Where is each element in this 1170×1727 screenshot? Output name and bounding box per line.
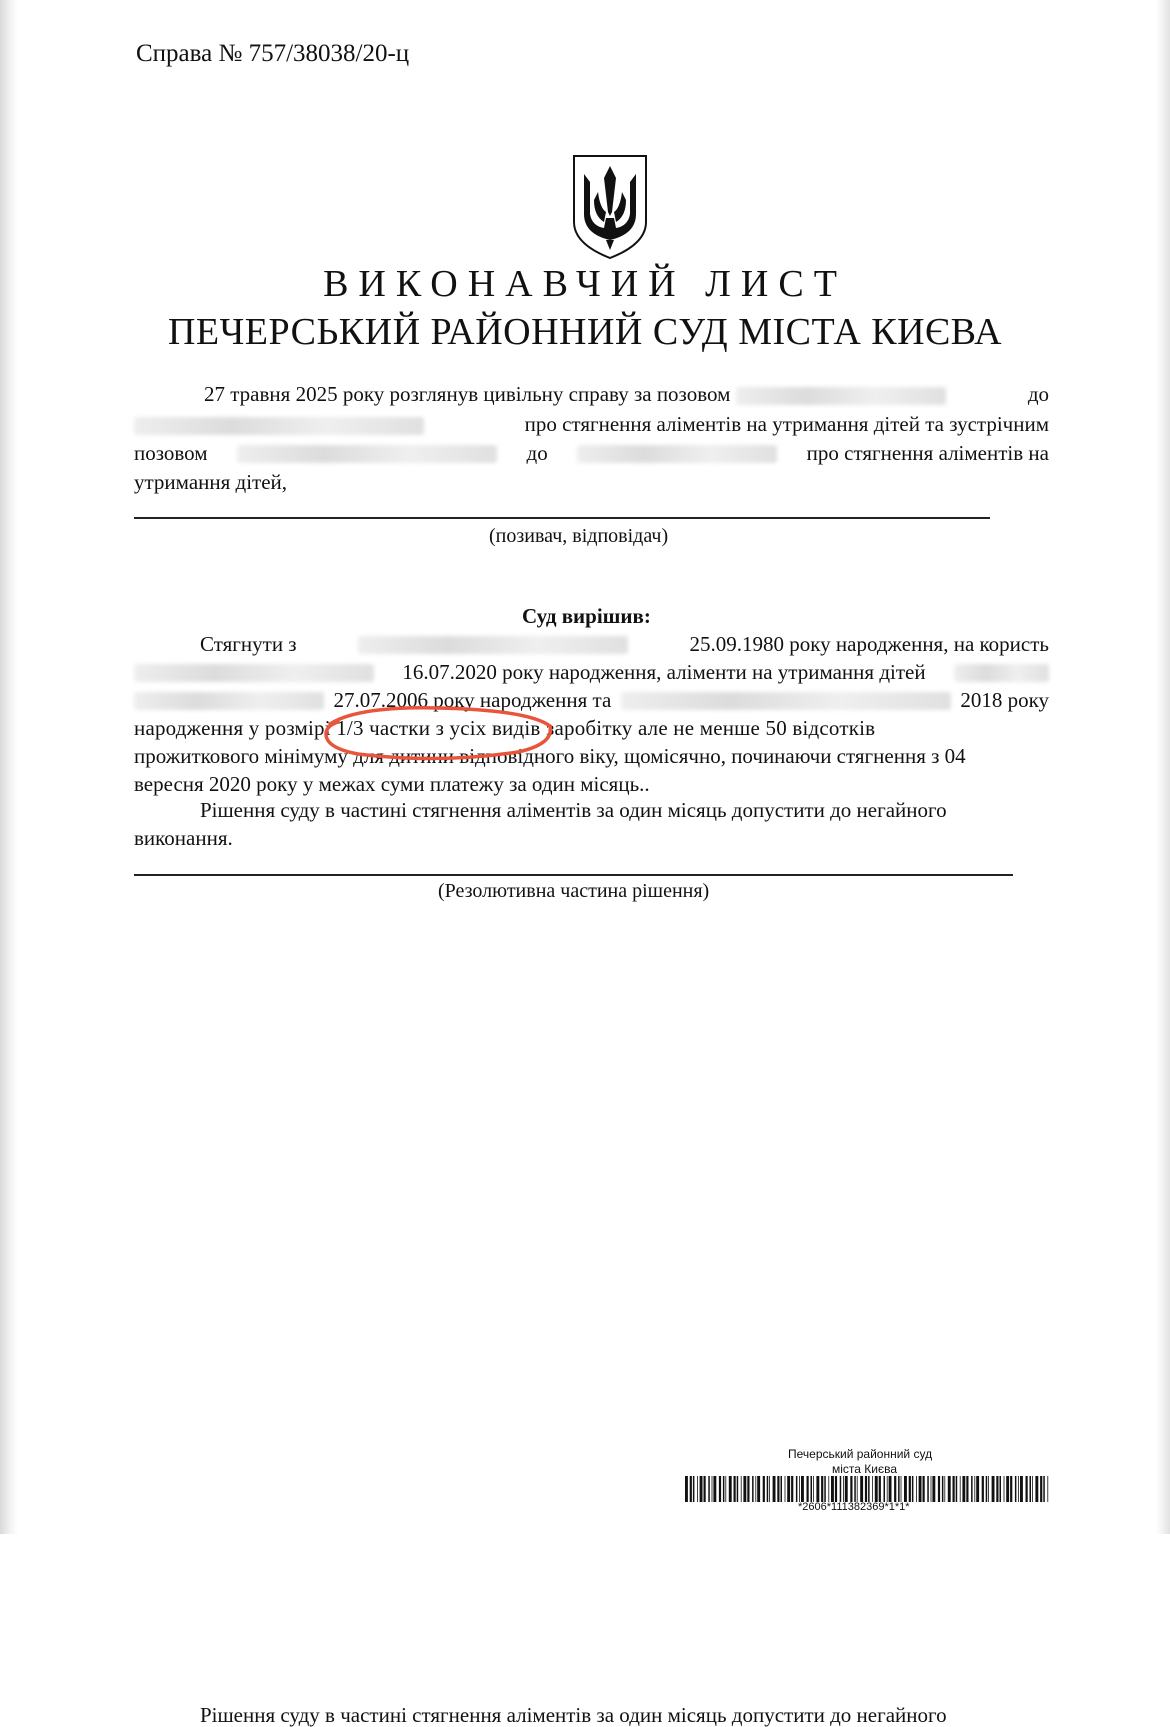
- barcode-bar: [1000, 1476, 1002, 1502]
- decision-text-3a: 27.07.2006 року народження та: [333, 688, 612, 712]
- stamp-city-line: міста Києва: [832, 1462, 898, 1476]
- barcode-bar: [801, 1476, 804, 1502]
- barcode-bar: [787, 1476, 790, 1502]
- barcode-bar: [828, 1476, 829, 1502]
- barcode-bar: [884, 1476, 886, 1502]
- barcode-bar: [956, 1476, 958, 1502]
- barcode-bar: [737, 1476, 739, 1502]
- redacted-name: [736, 387, 946, 405]
- barcode-bar: [752, 1476, 754, 1502]
- redacted-name: [577, 445, 777, 463]
- barcode-bar: [938, 1476, 940, 1502]
- decision-text-1a: Стягнути з: [200, 632, 297, 656]
- barcode-bar: [901, 1476, 902, 1502]
- barcode-bar: [988, 1476, 989, 1502]
- barcode-bar: [747, 1476, 749, 1502]
- barcode-bar: [725, 1476, 726, 1502]
- decision-line-5: прожиткового мінімуму для дитини відповідного віку, щомісячно, починаючи стягнення з 04: [134, 744, 966, 768]
- trident-emblem-icon: [570, 152, 650, 260]
- barcode-bar: [785, 1476, 786, 1502]
- barcode-bar: [962, 1476, 965, 1502]
- barcode-bar: [982, 1476, 984, 1502]
- barcode-bar: [685, 1476, 688, 1502]
- decision-line-7: Рішення суду в частині стягнення аліментів за один місяць допустити до негайного: [200, 798, 947, 822]
- barcode-bar: [831, 1476, 834, 1502]
- barcode-bar: [875, 1476, 878, 1502]
- barcode-bar: [729, 1476, 732, 1502]
- barcode-bar: [697, 1476, 698, 1502]
- intro-line-4: утримання дітей,: [134, 470, 288, 494]
- intro-text-1-end: до: [1027, 382, 1049, 406]
- barcode-bar: [1047, 1476, 1048, 1502]
- decision-line-1: [134, 634, 1049, 655]
- barcode-bar: [909, 1476, 911, 1502]
- barcode-bar: [713, 1476, 716, 1502]
- intro-text-3c: про стягнення аліментів на: [806, 441, 1049, 465]
- barcode-bar: [1040, 1476, 1042, 1502]
- barcode-bar: [974, 1476, 975, 1502]
- barcode-bar: [807, 1476, 809, 1502]
- barcode-bar: [840, 1476, 842, 1502]
- page-shadow-right: [1156, 0, 1170, 1534]
- decision-line-3: [134, 690, 1049, 711]
- barcode-bar: [894, 1476, 896, 1502]
- barcode-bar: [904, 1476, 907, 1502]
- intro-text-3b: до: [526, 441, 548, 465]
- barcode-bar: [1020, 1476, 1023, 1502]
- barcode-bar: [966, 1476, 968, 1502]
- barcode-bar: [824, 1476, 826, 1502]
- divider: [134, 517, 990, 519]
- footer-line: Рішення суду в частині стягнення аліментів за один місяць допустити до негайного: [200, 1703, 947, 1727]
- barcode-bar: [1035, 1476, 1038, 1502]
- stamp-court-line: Печерський районний суд: [788, 1447, 933, 1461]
- redacted-name: [954, 664, 1049, 682]
- barcode-bar: [708, 1476, 710, 1502]
- decision-text-1b: 25.09.1980 року народження, на користь: [689, 632, 1049, 656]
- barcode-bar: [719, 1476, 721, 1502]
- barcode-bar: [857, 1476, 858, 1502]
- barcode-bar: [854, 1476, 856, 1502]
- barcode-bar: [835, 1476, 837, 1502]
- barcode-bar: [868, 1476, 870, 1502]
- document-title: ВИКОНАВЧИЙ ЛИСТ: [323, 263, 847, 305]
- barcode-bar: [992, 1476, 995, 1502]
- barcode: [685, 1476, 1050, 1502]
- barcode-bar: [1032, 1476, 1033, 1502]
- barcode-bar: [821, 1476, 823, 1502]
- decision-line-4: народження у розмірі 1/3 частки з усіх видів заробітку але не менше 50 відсотків: [134, 716, 876, 740]
- intro-line-1: [134, 384, 1049, 405]
- barcode-bar: [704, 1476, 706, 1502]
- intro-text-1: 27 травня 2025 року розглянув цивільну справу за позовом: [204, 382, 731, 406]
- barcode-bar: [932, 1476, 935, 1502]
- decision-line-8: виконання.: [134, 826, 233, 850]
- barcode-bar: [1010, 1476, 1012, 1502]
- barcode-bar: [953, 1476, 955, 1502]
- barcode-bar: [1043, 1476, 1045, 1502]
- barcode-bar: [919, 1476, 922, 1502]
- case-number: Справа № 757/38038/20-ц: [136, 40, 410, 67]
- barcode-bar: [712, 1476, 713, 1502]
- barcode-bar: [850, 1476, 852, 1502]
- decision-heading: Суд вирішив:: [522, 604, 651, 628]
- parties-caption: (позивач, відповідач): [489, 525, 669, 547]
- decision-text-3b: 2018 року: [960, 688, 1049, 712]
- barcode-bar: [757, 1476, 760, 1502]
- barcode-bar: [811, 1476, 813, 1502]
- barcode-bar: [912, 1476, 914, 1502]
- barcode-bar: [865, 1476, 867, 1502]
- barcode-bar: [781, 1476, 783, 1502]
- page-shadow-left: [0, 0, 18, 1534]
- barcode-bar: [942, 1476, 944, 1502]
- barcode-bar: [767, 1476, 769, 1502]
- redacted-name: [134, 417, 424, 435]
- barcode-bar: [723, 1476, 725, 1502]
- barcode-bar: [923, 1476, 925, 1502]
- barcode-bar: [879, 1476, 881, 1502]
- barcode-bar: [1004, 1476, 1005, 1502]
- barcode-bar: [773, 1476, 776, 1502]
- barcode-bar: [986, 1476, 988, 1502]
- barcode-bar: [845, 1476, 848, 1502]
- decision-text-2a: 16.07.2020 року народження, аліменти на утримання дітей: [402, 660, 926, 684]
- barcode-bar: [763, 1476, 765, 1502]
- redacted-name: [358, 636, 628, 654]
- barcode-bar: [777, 1476, 779, 1502]
- barcode-bar: [769, 1476, 770, 1502]
- intro-text-2: про стягнення аліментів на утримання дітей та зустрічним: [524, 412, 1049, 436]
- decision-line-6: вересня 2020 року у межах суми платежу за один місяць..: [134, 772, 650, 796]
- barcode-bar: [1015, 1476, 1017, 1502]
- barcode-bar: [976, 1476, 979, 1502]
- barcode-bar: [796, 1476, 798, 1502]
- barcode-bar: [791, 1476, 793, 1502]
- barcode-bar: [755, 1476, 756, 1502]
- resolution-caption: (Резолютивна частина рішення): [438, 880, 710, 902]
- barcode-bar: [948, 1476, 951, 1502]
- barcode-bar: [693, 1476, 695, 1502]
- court-name: ПЕЧЕРСЬКИЙ РАЙОННИЙ СУД МІСТА КИЄВА: [167, 311, 1003, 353]
- highlight-oval: [318, 700, 558, 762]
- barcode-bar: [887, 1476, 888, 1502]
- decision-line-2: [134, 662, 1049, 683]
- redacted-name: [134, 664, 374, 682]
- barcode-number: *2606*111382369*1*1*: [798, 1501, 910, 1513]
- divider: [134, 874, 1013, 876]
- barcode-bar: [843, 1476, 844, 1502]
- barcode-bar: [700, 1476, 703, 1502]
- barcode-bar: [927, 1476, 929, 1502]
- barcode-bar: [741, 1476, 742, 1502]
- barcode-bar: [1006, 1476, 1009, 1502]
- barcode-bar: [996, 1476, 998, 1502]
- barcode-bar: [799, 1476, 800, 1502]
- intro-line-2: [134, 414, 1049, 435]
- barcode-bar: [889, 1476, 892, 1502]
- barcode-bar: [734, 1476, 736, 1502]
- barcode-bar: [960, 1476, 961, 1502]
- intro-line-3: [134, 443, 1049, 464]
- barcode-bar: [944, 1476, 945, 1502]
- barcode-bar: [898, 1476, 900, 1502]
- barcode-bar: [816, 1476, 819, 1502]
- redacted-name: [134, 692, 324, 710]
- intro-text-3a: позовом: [134, 441, 208, 465]
- redacted-name: [621, 692, 951, 710]
- barcode-bar: [860, 1476, 863, 1502]
- barcode-bar: [743, 1476, 746, 1502]
- barcode-bar: [1018, 1476, 1019, 1502]
- barcode-bar: [931, 1476, 932, 1502]
- redacted-name: [237, 445, 497, 463]
- barcode-bar: [971, 1476, 973, 1502]
- barcode-bar: [690, 1476, 692, 1502]
- barcode-bar: [872, 1476, 873, 1502]
- barcode-bar: [1030, 1476, 1032, 1502]
- barcode-bar: [916, 1476, 917, 1502]
- barcode-bar: [813, 1476, 814, 1502]
- barcode-bar: [1026, 1476, 1028, 1502]
